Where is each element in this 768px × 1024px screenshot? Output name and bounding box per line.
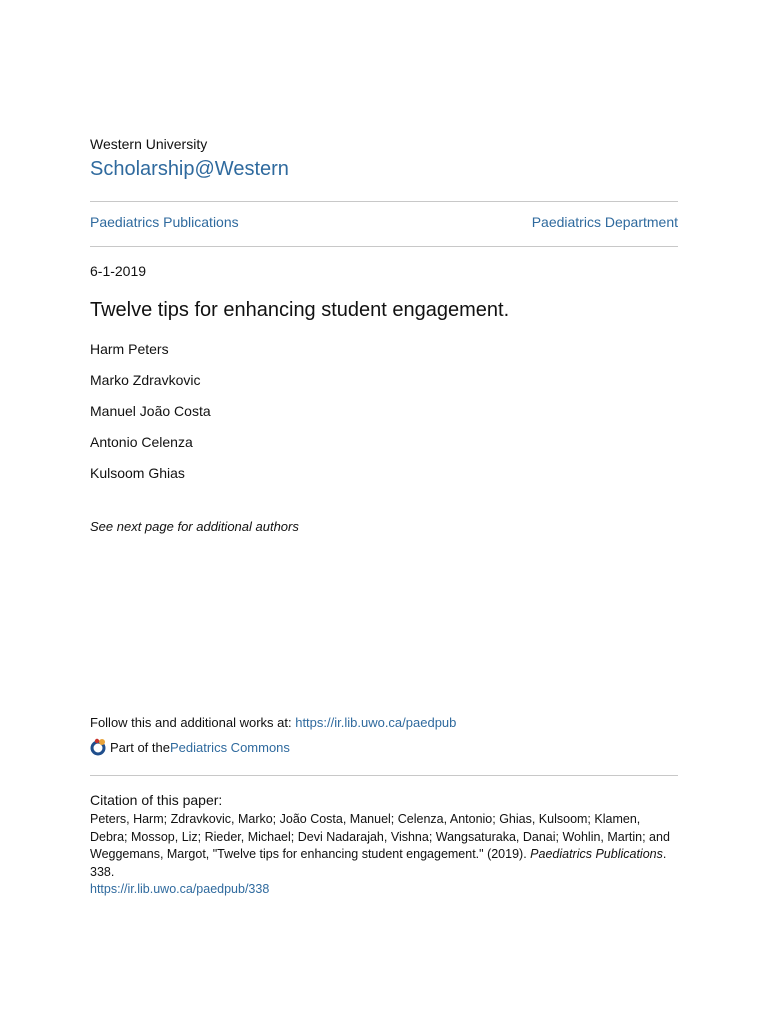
citation-url-link[interactable]: https://ir.lib.uwo.ca/paedpub/338 (90, 882, 270, 896)
author: Marko Zdravkovic (90, 372, 201, 388)
institution-name: Western University (90, 136, 208, 152)
department-link[interactable]: Paediatrics Department (531, 214, 678, 230)
author: Harm Peters (90, 341, 169, 357)
author: Kulsoom Ghias (90, 465, 185, 481)
author: Manuel João Costa (90, 403, 211, 419)
repository-link[interactable]: Scholarship@Western (90, 158, 289, 180)
citation-heading: Citation of this paper: (90, 792, 223, 808)
part-of-line (90, 738, 290, 756)
paper-title: Twelve tips for enhancing student engagement. (90, 299, 510, 321)
divider (90, 201, 678, 202)
collection-link[interactable]: Paediatrics Publications (90, 214, 239, 230)
citation-series: Paediatrics Publications (530, 847, 663, 861)
divider (90, 775, 678, 776)
author: Antonio Celenza (90, 434, 193, 450)
citation-text: Peters, Harm; Zdravkovic, Marko; João Costa, Manuel; Celenza, Antonio; Ghias, Kulsoom; Klamen, Debra; Mossop, Liz; Rieder, Michael; Devi Nadarajah, Vishna; Wangsaturaka, Danai; Wohlin, Martin; and Weggemans, Margot, "Twelve tips for enhancing student engagement." (2019). (90, 812, 670, 861)
follow-text: Follow this and additional works at: (90, 715, 296, 730)
author-list (90, 341, 211, 496)
commons-link[interactable]: Pediatrics Commons (169, 739, 290, 755)
divider (90, 246, 678, 247)
publication-date: 6-1-2019 (90, 263, 147, 279)
collection-url-link[interactable]: https://ir.lib.uwo.ca/paedpub (295, 715, 457, 730)
citation-number: . 338. (90, 847, 667, 879)
citation-body (90, 811, 680, 899)
additional-authors-note: See next page for additional authors (90, 519, 299, 534)
bepress-commons-icon (90, 738, 108, 756)
follow-line (90, 715, 456, 730)
part-of-text: Part of the (110, 739, 170, 755)
